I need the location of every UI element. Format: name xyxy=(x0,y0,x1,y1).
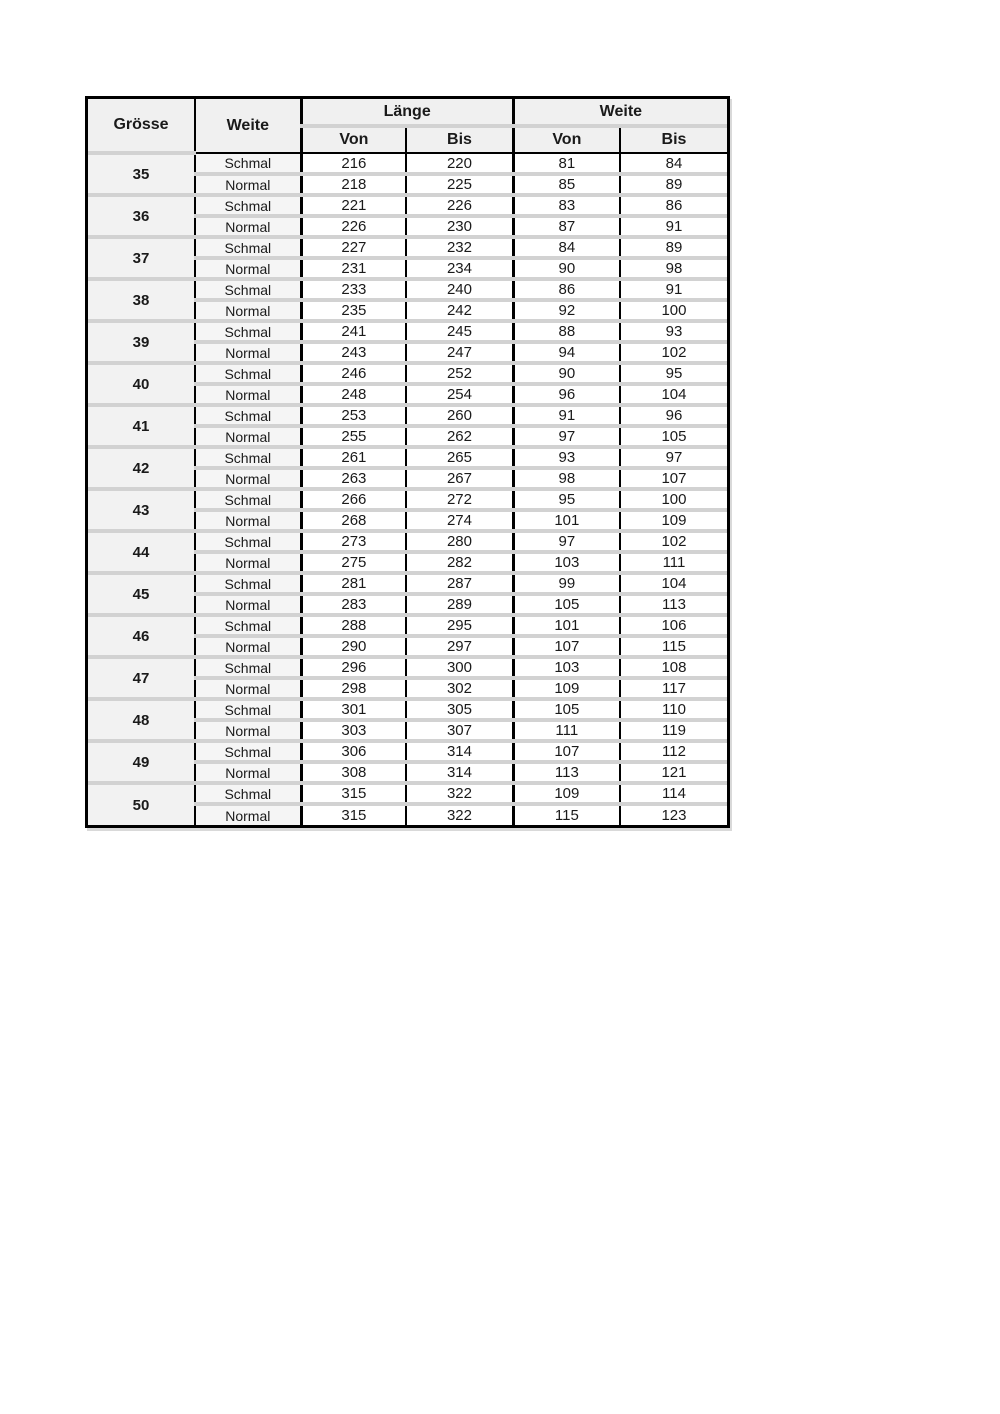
table-row-schmal xyxy=(88,489,727,510)
value-cell-laenge-bis: 232 xyxy=(406,237,513,258)
value-cell-laenge-bis: 247 xyxy=(406,342,513,363)
size-cell: 45 xyxy=(88,573,195,615)
table-row-schmal xyxy=(88,699,727,720)
value-cell-weite-von: 94 xyxy=(513,342,620,363)
value-cell-laenge-bis: 307 xyxy=(406,720,513,741)
value-cell-weite-bis: 107 xyxy=(620,468,727,489)
value-cell-laenge-von: 266 xyxy=(301,489,406,510)
value-cell-laenge-von: 288 xyxy=(301,615,406,636)
value-cell-weite-bis: 98 xyxy=(620,258,727,279)
width-label-cell: Normal xyxy=(195,636,301,657)
table-row-schmal xyxy=(88,321,727,342)
value-cell-laenge-bis: 314 xyxy=(406,762,513,783)
value-cell-laenge-bis: 300 xyxy=(406,657,513,678)
value-cell-laenge-bis: 267 xyxy=(406,468,513,489)
width-label-cell: Schmal xyxy=(195,489,301,510)
value-cell-laenge-von: 301 xyxy=(301,699,406,720)
value-cell-laenge-von: 298 xyxy=(301,678,406,699)
size-cell: 46 xyxy=(88,615,195,657)
value-cell-laenge-von: 253 xyxy=(301,405,406,426)
value-cell-laenge-von: 275 xyxy=(301,552,406,573)
value-cell-weite-von: 90 xyxy=(513,363,620,384)
value-cell-weite-bis: 102 xyxy=(620,531,727,552)
value-cell-laenge-bis: 274 xyxy=(406,510,513,531)
value-cell-laenge-von: 246 xyxy=(301,363,406,384)
value-cell-laenge-von: 216 xyxy=(301,153,406,174)
value-cell-weite-von: 103 xyxy=(513,657,620,678)
value-cell-weite-von: 111 xyxy=(513,720,620,741)
table-row-schmal xyxy=(88,447,727,468)
value-cell-laenge-bis: 287 xyxy=(406,573,513,594)
value-cell-weite-bis: 89 xyxy=(620,237,727,258)
width-label-cell: Schmal xyxy=(195,363,301,384)
size-cell: 38 xyxy=(88,279,195,321)
value-cell-laenge-von: 296 xyxy=(301,657,406,678)
value-cell-laenge-von: 231 xyxy=(301,258,406,279)
value-cell-weite-von: 85 xyxy=(513,174,620,195)
value-cell-weite-bis: 91 xyxy=(620,216,727,237)
value-cell-laenge-von: 303 xyxy=(301,720,406,741)
value-cell-weite-von: 86 xyxy=(513,279,620,300)
value-cell-laenge-bis: 226 xyxy=(406,195,513,216)
value-cell-laenge-bis: 252 xyxy=(406,363,513,384)
size-cell: 43 xyxy=(88,489,195,531)
value-cell-weite-bis: 97 xyxy=(620,447,727,468)
value-cell-laenge-bis: 262 xyxy=(406,426,513,447)
value-cell-laenge-von: 248 xyxy=(301,384,406,405)
value-cell-weite-bis: 114 xyxy=(620,783,727,804)
width-label-cell: Normal xyxy=(195,804,301,825)
value-cell-weite-von: 91 xyxy=(513,405,620,426)
width-label-cell: Normal xyxy=(195,300,301,321)
width-label-cell: Normal xyxy=(195,426,301,447)
width-label-cell: Normal xyxy=(195,258,301,279)
width-label-cell: Normal xyxy=(195,216,301,237)
value-cell-weite-bis: 86 xyxy=(620,195,727,216)
table-row-schmal xyxy=(88,279,727,300)
value-cell-weite-bis: 96 xyxy=(620,405,727,426)
value-cell-laenge-bis: 322 xyxy=(406,783,513,804)
value-cell-weite-bis: 108 xyxy=(620,657,727,678)
value-cell-weite-bis: 111 xyxy=(620,552,727,573)
value-cell-weite-bis: 89 xyxy=(620,174,727,195)
width-label-cell: Schmal xyxy=(195,783,301,804)
value-cell-weite-bis: 106 xyxy=(620,615,727,636)
value-cell-laenge-bis: 242 xyxy=(406,300,513,321)
value-cell-laenge-bis: 260 xyxy=(406,405,513,426)
header-weite-group: Weite xyxy=(513,99,727,126)
header-laenge-von: Von xyxy=(301,126,406,153)
width-label-cell: Schmal xyxy=(195,447,301,468)
value-cell-laenge-bis: 295 xyxy=(406,615,513,636)
header-laenge-group: Länge xyxy=(301,99,513,126)
size-cell: 49 xyxy=(88,741,195,783)
header-groesse: Grösse xyxy=(88,99,195,153)
table-body xyxy=(88,153,727,825)
value-cell-laenge-von: 221 xyxy=(301,195,406,216)
value-cell-laenge-bis: 230 xyxy=(406,216,513,237)
size-cell: 47 xyxy=(88,657,195,699)
value-cell-laenge-bis: 265 xyxy=(406,447,513,468)
width-label-cell: Schmal xyxy=(195,531,301,552)
value-cell-laenge-von: 315 xyxy=(301,783,406,804)
value-cell-weite-bis: 123 xyxy=(620,804,727,825)
table-row-schmal xyxy=(88,531,727,552)
size-table xyxy=(88,99,727,825)
value-cell-weite-von: 105 xyxy=(513,594,620,615)
value-cell-weite-bis: 113 xyxy=(620,594,727,615)
value-cell-weite-bis: 117 xyxy=(620,678,727,699)
width-label-cell: Normal xyxy=(195,678,301,699)
value-cell-weite-von: 97 xyxy=(513,531,620,552)
width-label-cell: Normal xyxy=(195,720,301,741)
width-label-cell: Schmal xyxy=(195,573,301,594)
value-cell-laenge-von: 283 xyxy=(301,594,406,615)
width-label-cell: Schmal xyxy=(195,237,301,258)
width-label-cell: Normal xyxy=(195,510,301,531)
value-cell-weite-von: 109 xyxy=(513,678,620,699)
value-cell-laenge-bis: 234 xyxy=(406,258,513,279)
width-label-cell: Normal xyxy=(195,384,301,405)
value-cell-weite-bis: 109 xyxy=(620,510,727,531)
value-cell-weite-bis: 91 xyxy=(620,279,727,300)
value-cell-weite-bis: 100 xyxy=(620,300,727,321)
table-row-schmal xyxy=(88,405,727,426)
value-cell-weite-von: 107 xyxy=(513,741,620,762)
table-row-schmal xyxy=(88,363,727,384)
size-cell: 36 xyxy=(88,195,195,237)
value-cell-weite-bis: 119 xyxy=(620,720,727,741)
value-cell-laenge-bis: 225 xyxy=(406,174,513,195)
table-row-schmal xyxy=(88,657,727,678)
width-label-cell: Schmal xyxy=(195,321,301,342)
value-cell-weite-von: 90 xyxy=(513,258,620,279)
value-cell-laenge-von: 255 xyxy=(301,426,406,447)
value-cell-weite-von: 81 xyxy=(513,153,620,174)
value-cell-laenge-bis: 322 xyxy=(406,804,513,825)
value-cell-laenge-von: 227 xyxy=(301,237,406,258)
value-cell-laenge-von: 306 xyxy=(301,741,406,762)
header-laenge-bis: Bis xyxy=(406,126,513,153)
value-cell-laenge-bis: 289 xyxy=(406,594,513,615)
value-cell-weite-bis: 93 xyxy=(620,321,727,342)
value-cell-laenge-von: 315 xyxy=(301,804,406,825)
header-row-groups xyxy=(88,99,727,126)
value-cell-laenge-von: 241 xyxy=(301,321,406,342)
width-label-cell: Schmal xyxy=(195,657,301,678)
size-cell: 50 xyxy=(88,783,195,825)
size-cell: 37 xyxy=(88,237,195,279)
width-label-cell: Schmal xyxy=(195,279,301,300)
size-cell: 41 xyxy=(88,405,195,447)
value-cell-laenge-bis: 272 xyxy=(406,489,513,510)
value-cell-laenge-bis: 305 xyxy=(406,699,513,720)
size-cell: 44 xyxy=(88,531,195,573)
value-cell-laenge-von: 268 xyxy=(301,510,406,531)
header-weite: Weite xyxy=(195,99,301,153)
value-cell-laenge-bis: 314 xyxy=(406,741,513,762)
value-cell-weite-von: 99 xyxy=(513,573,620,594)
width-label-cell: Schmal xyxy=(195,405,301,426)
value-cell-weite-von: 88 xyxy=(513,321,620,342)
table-row-schmal xyxy=(88,153,727,174)
value-cell-weite-von: 113 xyxy=(513,762,620,783)
value-cell-weite-von: 92 xyxy=(513,300,620,321)
value-cell-laenge-von: 218 xyxy=(301,174,406,195)
value-cell-weite-von: 115 xyxy=(513,804,620,825)
value-cell-laenge-bis: 240 xyxy=(406,279,513,300)
value-cell-weite-bis: 104 xyxy=(620,573,727,594)
width-label-cell: Normal xyxy=(195,342,301,363)
width-label-cell: Normal xyxy=(195,762,301,783)
size-cell: 42 xyxy=(88,447,195,489)
value-cell-laenge-von: 281 xyxy=(301,573,406,594)
value-cell-laenge-bis: 254 xyxy=(406,384,513,405)
value-cell-weite-bis: 112 xyxy=(620,741,727,762)
value-cell-laenge-bis: 297 xyxy=(406,636,513,657)
value-cell-laenge-bis: 280 xyxy=(406,531,513,552)
value-cell-weite-bis: 104 xyxy=(620,384,727,405)
value-cell-weite-von: 97 xyxy=(513,426,620,447)
size-chart-table xyxy=(85,96,730,828)
size-cell: 48 xyxy=(88,699,195,741)
value-cell-weite-von: 107 xyxy=(513,636,620,657)
value-cell-laenge-von: 226 xyxy=(301,216,406,237)
width-label-cell: Schmal xyxy=(195,615,301,636)
width-label-cell: Schmal xyxy=(195,699,301,720)
width-label-cell: Normal xyxy=(195,468,301,489)
width-label-cell: Normal xyxy=(195,594,301,615)
value-cell-weite-von: 101 xyxy=(513,510,620,531)
value-cell-laenge-von: 263 xyxy=(301,468,406,489)
width-label-cell: Schmal xyxy=(195,195,301,216)
value-cell-laenge-von: 261 xyxy=(301,447,406,468)
width-label-cell: Normal xyxy=(195,552,301,573)
table-row-schmal xyxy=(88,573,727,594)
value-cell-weite-von: 98 xyxy=(513,468,620,489)
value-cell-weite-bis: 105 xyxy=(620,426,727,447)
value-cell-weite-von: 109 xyxy=(513,783,620,804)
value-cell-weite-von: 93 xyxy=(513,447,620,468)
table-row-schmal xyxy=(88,783,727,804)
value-cell-weite-bis: 100 xyxy=(620,489,727,510)
value-cell-weite-bis: 115 xyxy=(620,636,727,657)
table-row-schmal xyxy=(88,741,727,762)
value-cell-weite-von: 105 xyxy=(513,699,620,720)
size-cell: 40 xyxy=(88,363,195,405)
value-cell-laenge-von: 233 xyxy=(301,279,406,300)
value-cell-laenge-von: 235 xyxy=(301,300,406,321)
value-cell-weite-bis: 84 xyxy=(620,153,727,174)
table-row-schmal xyxy=(88,237,727,258)
value-cell-laenge-bis: 245 xyxy=(406,321,513,342)
width-label-cell: Schmal xyxy=(195,741,301,762)
table-header xyxy=(88,99,727,153)
value-cell-weite-bis: 102 xyxy=(620,342,727,363)
value-cell-weite-bis: 110 xyxy=(620,699,727,720)
value-cell-laenge-bis: 282 xyxy=(406,552,513,573)
value-cell-laenge-von: 243 xyxy=(301,342,406,363)
value-cell-weite-bis: 121 xyxy=(620,762,727,783)
value-cell-weite-von: 83 xyxy=(513,195,620,216)
value-cell-laenge-von: 308 xyxy=(301,762,406,783)
value-cell-weite-bis: 95 xyxy=(620,363,727,384)
value-cell-weite-von: 95 xyxy=(513,489,620,510)
value-cell-laenge-bis: 302 xyxy=(406,678,513,699)
width-label-cell: Schmal xyxy=(195,153,301,174)
value-cell-laenge-von: 290 xyxy=(301,636,406,657)
value-cell-weite-von: 103 xyxy=(513,552,620,573)
value-cell-weite-von: 87 xyxy=(513,216,620,237)
value-cell-weite-von: 96 xyxy=(513,384,620,405)
header-weite-bis: Bis xyxy=(620,126,727,153)
value-cell-laenge-von: 273 xyxy=(301,531,406,552)
value-cell-weite-von: 84 xyxy=(513,237,620,258)
size-cell: 39 xyxy=(88,321,195,363)
header-weite-von: Von xyxy=(513,126,620,153)
value-cell-laenge-bis: 220 xyxy=(406,153,513,174)
table-row-schmal xyxy=(88,195,727,216)
table-row-schmal xyxy=(88,615,727,636)
value-cell-weite-von: 101 xyxy=(513,615,620,636)
width-label-cell: Normal xyxy=(195,174,301,195)
size-cell: 35 xyxy=(88,153,195,195)
